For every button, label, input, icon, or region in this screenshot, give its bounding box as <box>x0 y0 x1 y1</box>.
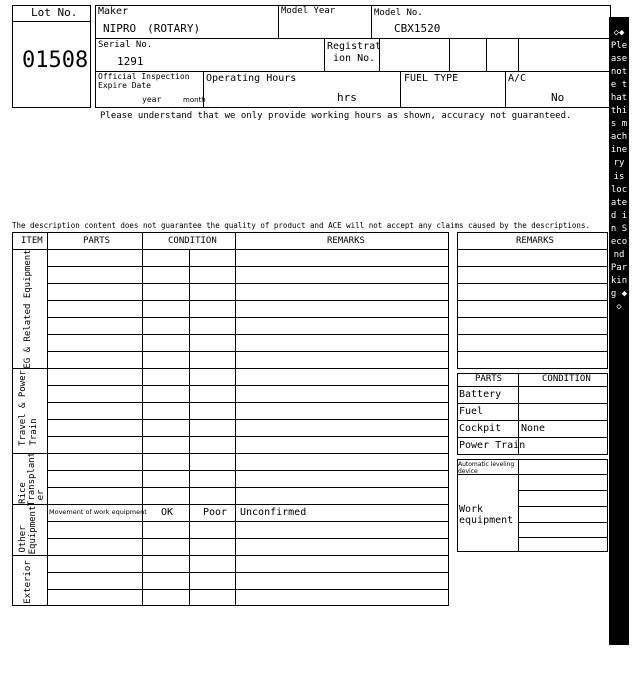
right-condition-header: CONDITION <box>542 374 591 384</box>
fuel-type-label: FUEL TYPE <box>404 73 459 84</box>
right-parts-header: PARTS <box>475 374 503 384</box>
header-item: ITEM <box>21 236 43 246</box>
maker-value: NIPRO (ROTARY) <box>103 22 201 35</box>
model-no-label: Model No. <box>374 8 423 18</box>
group-rice-1: Rice <box>18 482 28 504</box>
description-notice: The description content does not guarantee the quality of product and ACE will not accept any claims caused by the descriptions. <box>12 221 590 230</box>
group-other-1: Other <box>18 525 28 553</box>
other-row-cond2: Poor <box>203 507 228 518</box>
other-row-cond1: OK <box>161 507 174 518</box>
hours-label: Operating Hours <box>206 73 297 84</box>
year-label: year <box>142 95 162 104</box>
group-other-2: Equipment <box>28 505 38 555</box>
maker-label: Maker <box>98 6 129 17</box>
registration-label-1: Registrat <box>327 41 382 52</box>
side-banner-text: ◇◆ Please note that this machinery is located in Second Parking ◆◇ <box>610 28 628 312</box>
header-remarks: REMARKS <box>327 236 365 246</box>
group-eg-related: EG & Related Equipment <box>23 249 33 369</box>
other-row-part: Movement of work equipment <box>49 508 147 516</box>
working-hours-notice: Please understand that we only provide working hours as shown, accuracy not guaranteed. <box>100 111 572 121</box>
ac-label: A/C <box>508 73 527 84</box>
row-battery-part: Battery <box>459 389 502 400</box>
row-cockpit-part: Cockpit <box>459 423 502 434</box>
lot-label: Lot No. <box>31 6 78 19</box>
header-condition: CONDITION <box>168 236 217 246</box>
auto-leveling-label: Automatic leveling device <box>458 461 515 475</box>
row-powertrain-part: Power Train <box>459 440 526 451</box>
registration-label-2: ion No. <box>333 53 376 64</box>
row-fuel-part: Fuel <box>459 406 484 417</box>
row-cockpit-condition: None <box>521 423 546 434</box>
right-remarks-header: REMARKS <box>516 236 554 246</box>
group-rice-2: Transplant <box>27 451 37 507</box>
ac-value: No <box>551 91 565 104</box>
side-banner <box>609 17 629 645</box>
month-label: month <box>183 96 206 104</box>
inspection-label-2: Expire Date <box>98 81 151 90</box>
inspection-label-1: Official Inspection <box>98 72 190 81</box>
lot-number: 01508 <box>22 48 89 73</box>
work-equipment-label: Work equipment <box>459 504 514 526</box>
group-travel-power-1: Travel & Power <box>18 370 28 446</box>
group-rice-3: er <box>36 489 46 501</box>
hours-unit: hrs <box>337 91 357 104</box>
serial-label: Serial No. <box>98 40 153 50</box>
group-exterior: Exterior <box>23 560 33 604</box>
header-parts: PARTS <box>83 236 111 246</box>
other-row-remarks: Unconfirmed <box>240 507 307 518</box>
model-year-label: Model Year <box>281 6 336 16</box>
model-no-value: CBX1520 <box>394 22 441 35</box>
serial-value: 1291 <box>117 55 144 68</box>
group-travel-power-2: Train <box>29 418 39 446</box>
